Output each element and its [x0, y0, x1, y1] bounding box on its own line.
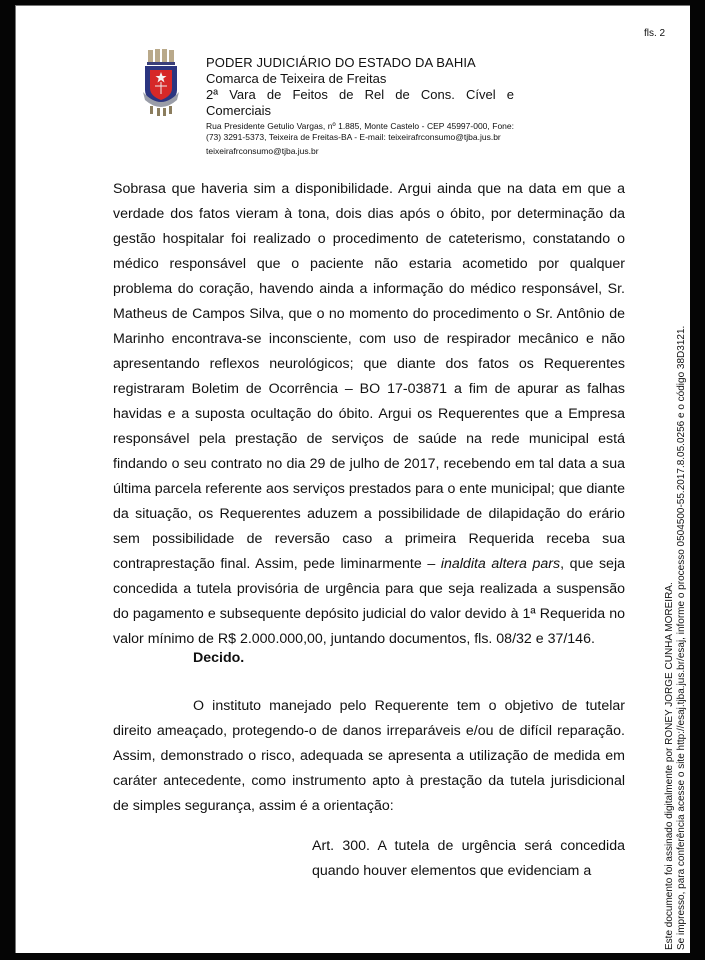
page-number: fls. 2 — [644, 28, 666, 39]
court-email: teixeirafrconsumo@tjba.jus.br — [206, 146, 319, 156]
court-address: Rua Presidente Getulio Vargas, nº 1.885, Monte Castelo - CEP 45997-000, Fone: (73) 3291-5373, Teixeira de Freitas-BA - E-mail: teixeirafrconsumo@tjba.jus.br — [206, 121, 514, 142]
legal-quote — [312, 834, 625, 884]
section-heading-decido: Decido. — [193, 650, 245, 666]
signature-line: Este documento foi assinado digitalmente por RONEY JORGE CUNHA MOREIRA. — [664, 582, 675, 950]
comarca-name: Comarca de Teixeira de Freitas — [206, 71, 387, 86]
verification-line: Se impresso, para conferência acesse o site http://esaj.tjba.jus.br/esaj, informe o processo 0504500-55.2017.8.05.0256 e o código 38D3121. — [676, 325, 687, 950]
paragraph-facts — [113, 177, 625, 652]
coat-of-arms-bahia-icon — [141, 48, 181, 118]
latin-phrase: inaldita altera pars — [440, 556, 561, 572]
paragraph-text: O instituto manejado pelo Requerente tem o objetivo de tutelar direito ameaçado, protegendo-o de danos irreparáveis e/ou de difícil reparação. Assim, demonstrado o risco, adequada se apresenta a utilização de medida em caráter antecedente, como instrumento apto à prestação da tutela jurisdicional de simples segurança, assim é a orientação: — [113, 698, 625, 814]
digital-signature-notice — [664, 270, 688, 950]
quote-text: Art. 300. A tutela de urgência será concedida quando houver elementos que evidenciam a — [312, 838, 625, 879]
vara-name: 2ª Vara de Feitos de Rel de Cons. Cível e Comerciais — [206, 87, 514, 118]
court-header — [206, 55, 514, 157]
court-name: PODER JUDICIÁRIO DO ESTADO DA BAHIA — [206, 55, 476, 70]
paragraph-decision — [113, 694, 625, 819]
paragraph-text-continued: , que seja concedida a tutela provisória de urgência para que seja realizada a suspensão do pagamento e subsequente depósito judicial do valor devido à 1ª Requerida no valor mínimo de R$ 2.000.000,00, juntando documentos, fls. 08/32 e 37/146. — [113, 556, 625, 647]
paragraph-text: Sobrasa que haveria sim a disponibilidade. Argui ainda que na data em que a verdade dos fatos vieram à tona, dois dias após o óbito, por determinação da gestão hospitalar foi realizado o procedimento de cateterismo, constatando o médico responsável que o paciente não estaria acometido por qualquer problema do coração, havendo ainda a informação do médico responsável, Sr. Matheus de Campos Silva, que o no momento do procedimento o Sr. Antônio de Marinho encontrava-se inconsciente, com uso de respirador mecânico e não apresentando reflexos neurológicos; que diante dos fatos os Requerentes registraram Boletim de Ocorrência – BO 17-03871 a fim de apurar as falhas havidas e a suposta ocultação do óbito. Argui os Requerentes que a Empresa responsável pela prestação de serviços de saúde na rede municipal está findando o seu contrato no dia 29 de julho de 2017, recebendo em tal data a sua última parcela referente aos serviços prestados para o ente municipal; que diante da situação, os Requerentes aduzem a possibilidade de dilapidação do erário sem possibilidade de reversão caso a primeira Requerida receba sua contraprestação final. Assim, pede liminarmente – — [113, 181, 625, 572]
